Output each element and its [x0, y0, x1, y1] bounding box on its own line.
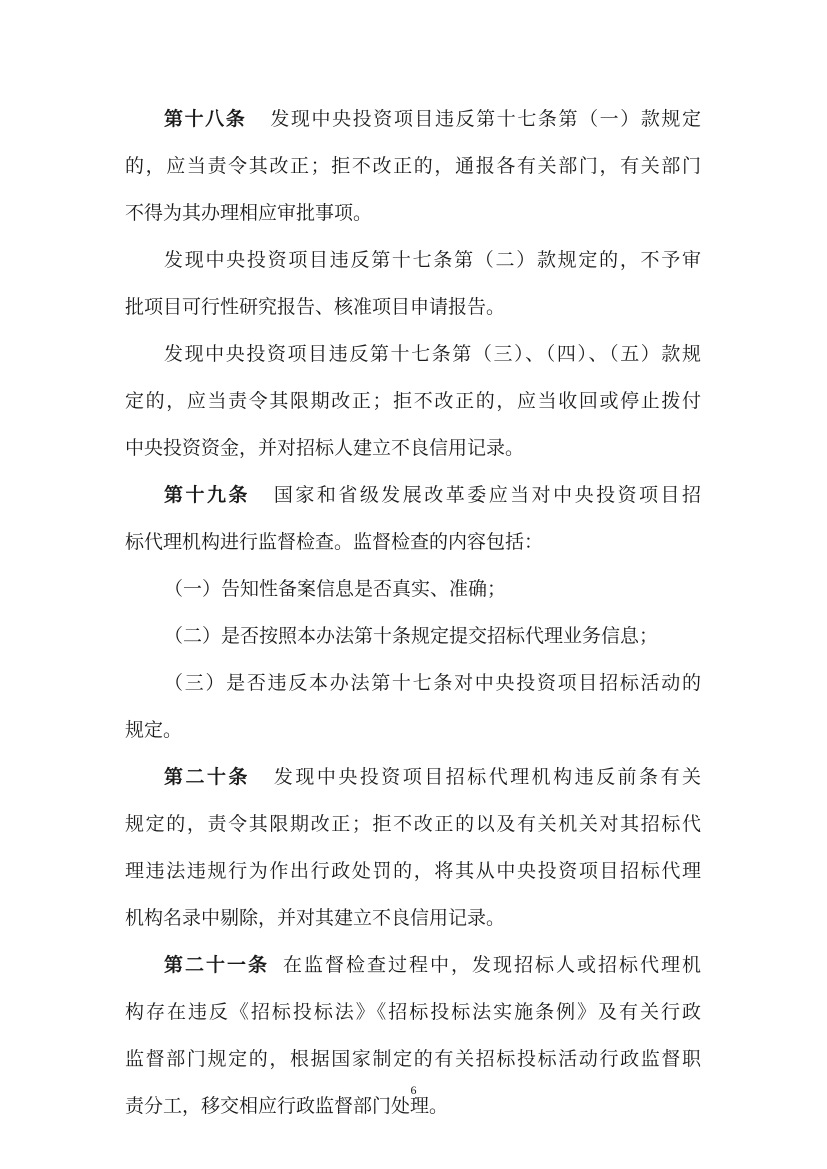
page-number: 6	[410, 1083, 417, 1097]
text-line: 不得为其办理相应审批事项。	[125, 202, 373, 224]
text-line: 批项目可行性研究报告、核准项目申请报告。	[125, 296, 506, 318]
text-line	[125, 104, 701, 134]
text-line: （二）是否按照本办法第十条规定提交招标代理业务信息；	[164, 625, 659, 647]
text-line: 标代理机构进行监督检查。监督检查的内容包括：	[125, 531, 544, 553]
text-line: 中央投资资金，并对招标人建立不良信用记录。	[125, 437, 525, 459]
text-line	[125, 762, 701, 792]
text-line: 责分工，移交相应行政监督部门处理。	[125, 1095, 449, 1117]
line-text: 发现中央投资项目违反第十七条第（一）款规定	[270, 108, 701, 130]
text-line: 发现中央投资项目违反第十七条第（三）、（四）、（五）款规	[164, 343, 701, 365]
text-line	[125, 950, 701, 980]
text-line: 规定。	[125, 719, 183, 741]
text-line	[125, 480, 701, 510]
text-line: （三）是否违反本办法第十七条对中央投资项目招标活动的	[164, 672, 701, 694]
text-line: （一）告知性备案信息是否真实、准确；	[164, 578, 507, 600]
article-heading: 第十九条	[164, 484, 250, 506]
text-line: 的，应当责令其改正；拒不改正的，通报各有关部门，有关部门	[125, 155, 701, 177]
text-line: 定的，应当责令其限期改正；拒不改正的，应当收回或停止拨付	[125, 390, 701, 412]
line-text: 发现中央投资项目招标代理机构违反前条有关	[273, 766, 701, 788]
text-line: 机构名录中剔除，并对其建立不良信用记录。	[125, 907, 506, 929]
line-text: 在监督检查过程中，发现招标人或招标代理机	[283, 954, 701, 976]
text-line: 构存在违反《招标投标法》《招标投标法实施条例》及有关行政	[125, 1001, 701, 1023]
article-heading: 第二十一条	[164, 954, 269, 976]
line-text: 国家和省级发展改革委应当对中央投资项目招	[273, 484, 701, 506]
article-heading: 第二十条	[164, 766, 250, 788]
text-line: 理违法违规行为作出行政处罚的，将其从中央投资项目招标代理	[125, 860, 701, 882]
article-heading: 第十八条	[164, 108, 247, 130]
text-line: 发现中央投资项目违反第十七条第（二）款规定的，不予审	[164, 249, 701, 271]
text-line: 监督部门规定的，根据国家制定的有关招标投标活动行政监督职	[125, 1048, 701, 1070]
text-line: 规定的，责令其限期改正；拒不改正的以及有关机关对其招标代	[125, 813, 701, 835]
